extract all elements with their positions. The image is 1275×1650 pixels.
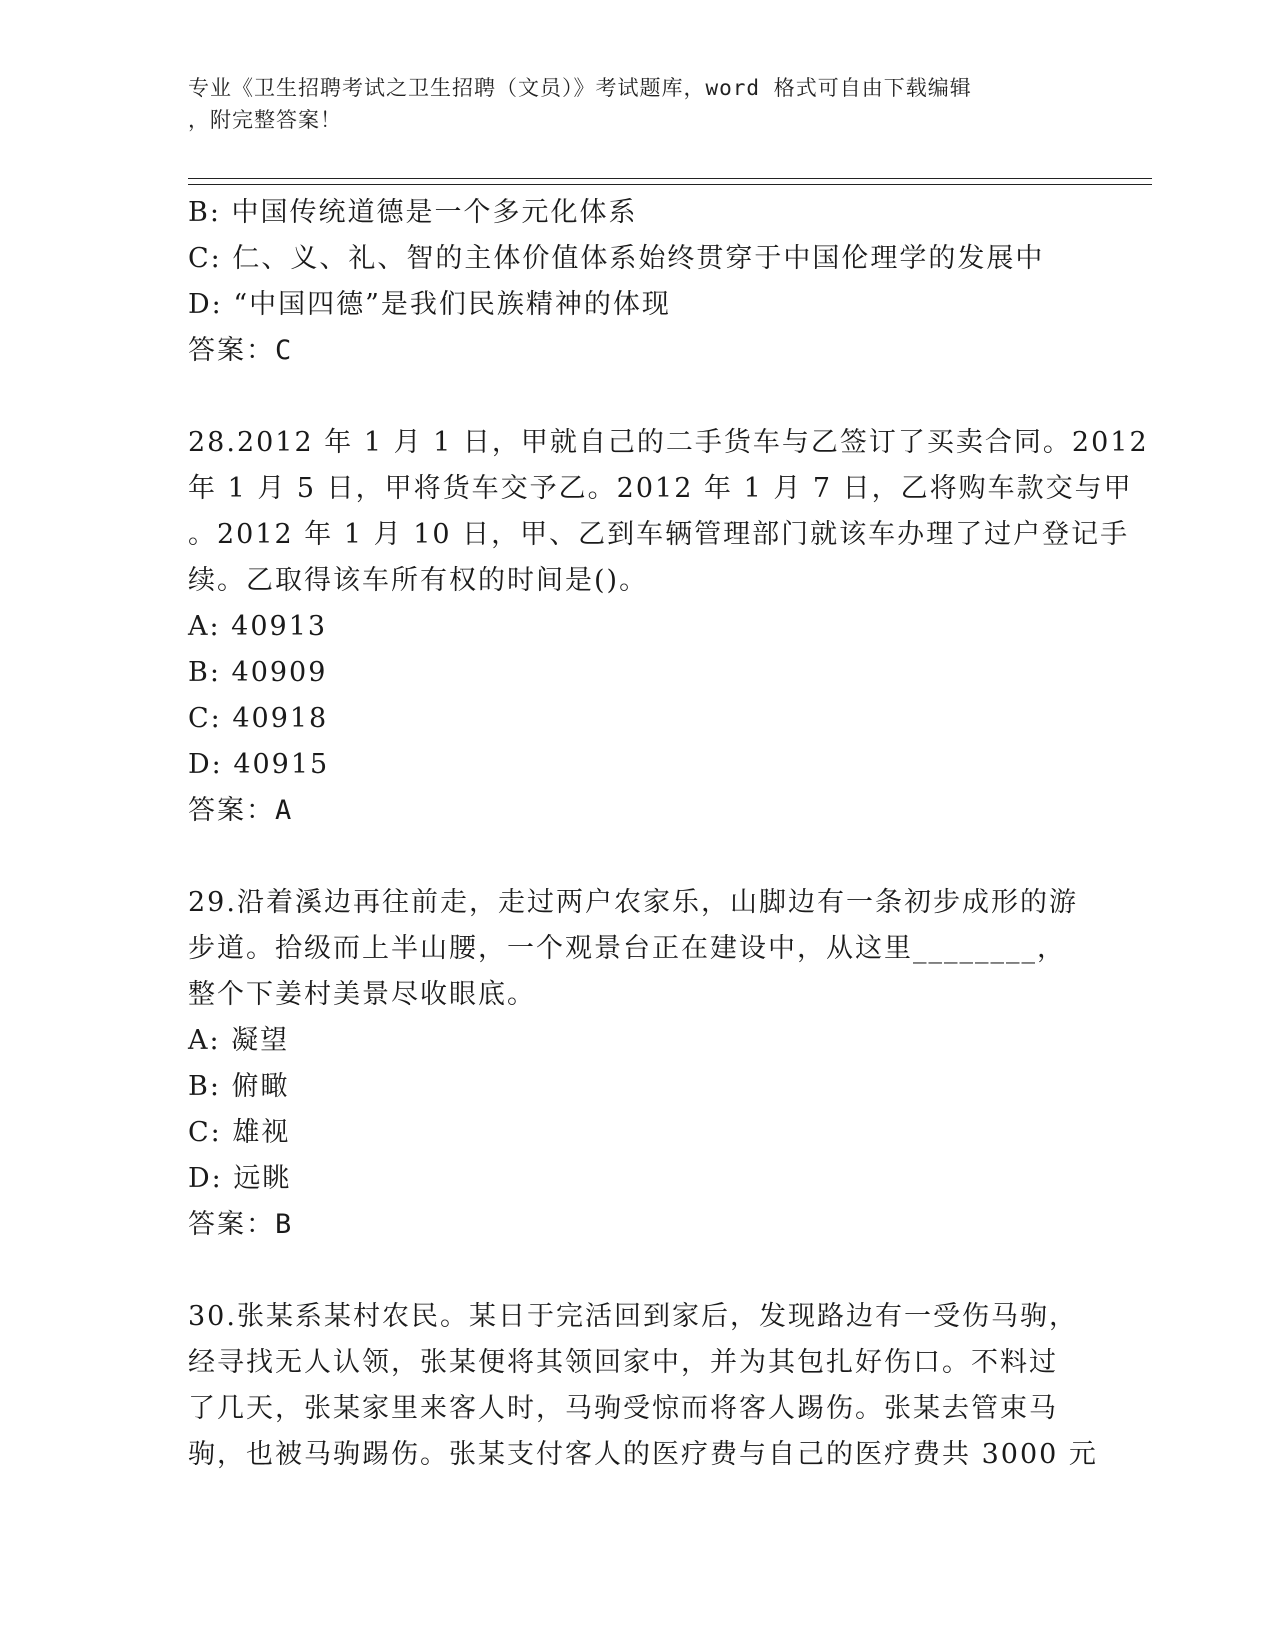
q28-option-b: B: 40909 <box>188 657 328 688</box>
q28-stem-line: 。2012 年 1 月 10 日，甲、乙到车辆管理部门就该车办理了过户登记手 <box>188 519 1130 550</box>
q29-stem <box>188 880 1088 1018</box>
question-27-tail <box>188 190 1088 374</box>
q29-answer: 答案：B <box>188 1209 294 1240</box>
q27-option-c: C: 仁、义、礼、智的主体价值体系始终贯穿于中国伦理学的发展中 <box>188 243 1045 274</box>
q29-option-a: A: 凝望 <box>188 1025 290 1056</box>
header-line-2: ，附完整答案！ <box>188 108 342 132</box>
q29-option-c: C: 雄视 <box>188 1117 291 1148</box>
question-29 <box>188 880 1088 1248</box>
q30-stem <box>188 1294 1098 1478</box>
q28-stem-line: 28.2012 年 1 月 1 日，甲就自己的二手货车与乙签订了买卖合同。2012 <box>188 427 1149 458</box>
q28-answer: 答案：A <box>188 795 294 826</box>
q27-answer: 答案：C <box>188 335 294 366</box>
q28-option-c: C: 40918 <box>188 703 329 734</box>
header-divider-top <box>188 178 1152 179</box>
q30-stem-line: 30.张某系某村农民。某日于完活回到家后，发现路边有一受伤马驹， <box>188 1301 1078 1332</box>
q27-option-b: B: 中国传统道德是一个多元化体系 <box>188 197 638 228</box>
q30-stem-line: 驹，也被马驹踢伤。张某支付客人的医疗费与自己的医疗费共 3000 元 <box>188 1439 1098 1470</box>
question-body <box>188 190 1149 1478</box>
q30-stem-line: 了几天，张某家里来客人时，马驹受惊而将客人踢伤。张某去管束马 <box>188 1393 1058 1424</box>
q29-stem-line: 整个下姜村美景尽收眼底。 <box>188 979 536 1010</box>
question-28 <box>188 420 1149 834</box>
q28-stem <box>188 420 1149 604</box>
q28-option-d: D: 40915 <box>188 749 330 780</box>
header-divider-bottom <box>188 184 1152 185</box>
q28-option-a: A: 40913 <box>188 611 328 642</box>
q29-option-b: B: 俯瞰 <box>188 1071 290 1102</box>
q29-option-d: D: 远眺 <box>188 1163 292 1194</box>
q29-stem-line: 步道。拾级而上半山腰，一个观景台正在建设中，从这里________， <box>188 933 1066 964</box>
question-30 <box>188 1294 1098 1478</box>
q28-stem-line: 续。乙取得该车所有权的时间是()。 <box>188 565 649 596</box>
header-line-1: 专业《卫生招聘考试之卫生招聘（文员）》考试题库，word 格式可自由下载编辑 <box>188 76 972 100</box>
q29-stem-line: 29.沿着溪边再往前走，走过两户农家乐，山脚边有一条初步成形的游 <box>188 887 1078 918</box>
q27-option-d: D: “中国四德”是我们民族精神的体现 <box>188 289 671 320</box>
q30-stem-line: 经寻找无人认领，张某便将其领回家中，并为其包扎好伤口。不料过 <box>188 1347 1058 1378</box>
document-header <box>188 72 1088 136</box>
q28-stem-line: 年 1 月 5 日，甲将货车交予乙。2012 年 1 月 7 日，乙将购车款交与甲 <box>188 473 1133 504</box>
